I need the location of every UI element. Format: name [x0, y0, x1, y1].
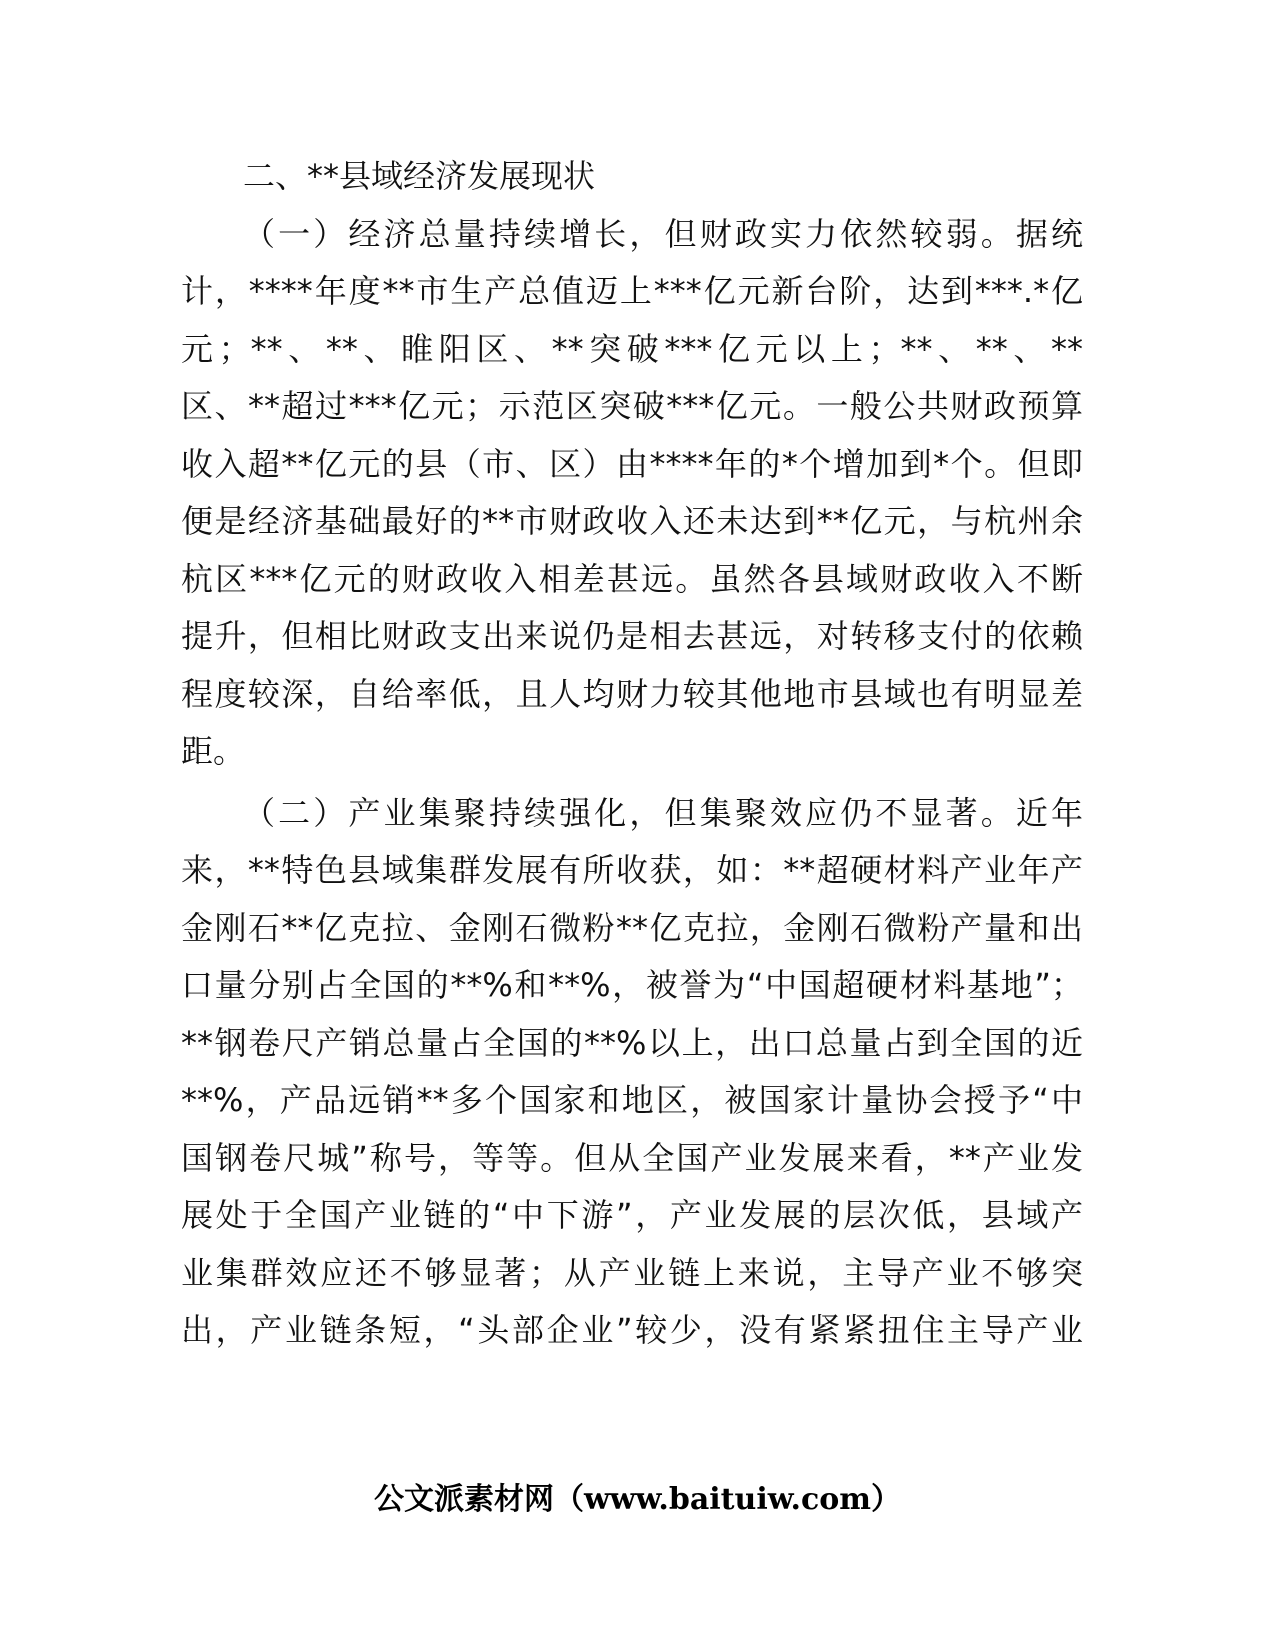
paragraph-line: 杭区***亿元的财政收入相差甚远。虽然各县域财政收入不断	[181, 559, 1083, 598]
paragraph-line: 业集群效应还不够显著；从产业链上来说，主导产业不够突	[181, 1253, 1083, 1292]
paragraph-line: 提升，但相比财政支出来说仍是相去甚远，对转移支付的依赖	[181, 617, 1083, 655]
paragraph-industry	[181, 785, 1083, 1360]
paragraph-line: 金刚石**亿克拉、金刚石微粉**亿克拉，金刚石微粉产量和出	[181, 908, 1083, 947]
paragraph-line: 元；**、**、睢阳区、**突破***亿元以上；**、**、**	[181, 329, 1083, 368]
paragraph-line: （一）经济总量持续增长，但财政实力依然较弱。据统	[243, 214, 1083, 253]
paragraph-line: **%，产品远销**多个国家和地区，被国家计量协会授予“中	[181, 1081, 1083, 1119]
paragraph-economy	[181, 206, 1083, 781]
paragraph-line: 计，****年度**市生产总值迈上***亿元新台阶，达到***.*亿	[181, 272, 1083, 310]
paragraph-line: 距。	[181, 732, 246, 770]
paragraph-line: 来，**特色县域集群发展有所收获，如：**超硬材料产业年产	[181, 851, 1083, 889]
paragraph-line: 国钢卷尺城”称号，等等。但从全国产业发展来看，**产业发	[181, 1138, 1083, 1177]
paragraph-line: **钢卷尺产销总量占全国的**%以上，出口总量占到全国的近	[181, 1023, 1083, 1062]
paragraph-line: （二）产业集聚持续强化，但集聚效应仍不显著。近年	[243, 793, 1083, 832]
paragraph-line: 程度较深，自给率低，且人均财力较其他地市县域也有明显差	[181, 674, 1083, 713]
paragraph-line: 区、**超过***亿元；示范区突破***亿元。一般公共财政预算	[181, 387, 1083, 425]
paragraph-line: 收入超**亿元的县（市、区）由****年的*个增加到*个。但即	[181, 444, 1083, 483]
paragraph-line: 展处于全国产业链的“中下游”，产业发展的层次低，县域产	[181, 1196, 1083, 1234]
paragraph-line: 口量分别占全国的**%和**%，被誉为“中国超硬材料基地”；	[181, 966, 1083, 1004]
section-heading: 二、**县域经济发展现状	[243, 157, 596, 195]
footer-watermark: 公文派素材网（www.baituiw.com）	[373, 1482, 902, 1517]
document-page	[181, 148, 1083, 1360]
paragraph-line: 出，产业链条短，“头部企业”较少，没有紧紧扭住主导产业	[181, 1311, 1083, 1349]
paragraph-line: 便是经济基础最好的**市财政收入还未达到**亿元，与杭州余	[181, 502, 1083, 540]
